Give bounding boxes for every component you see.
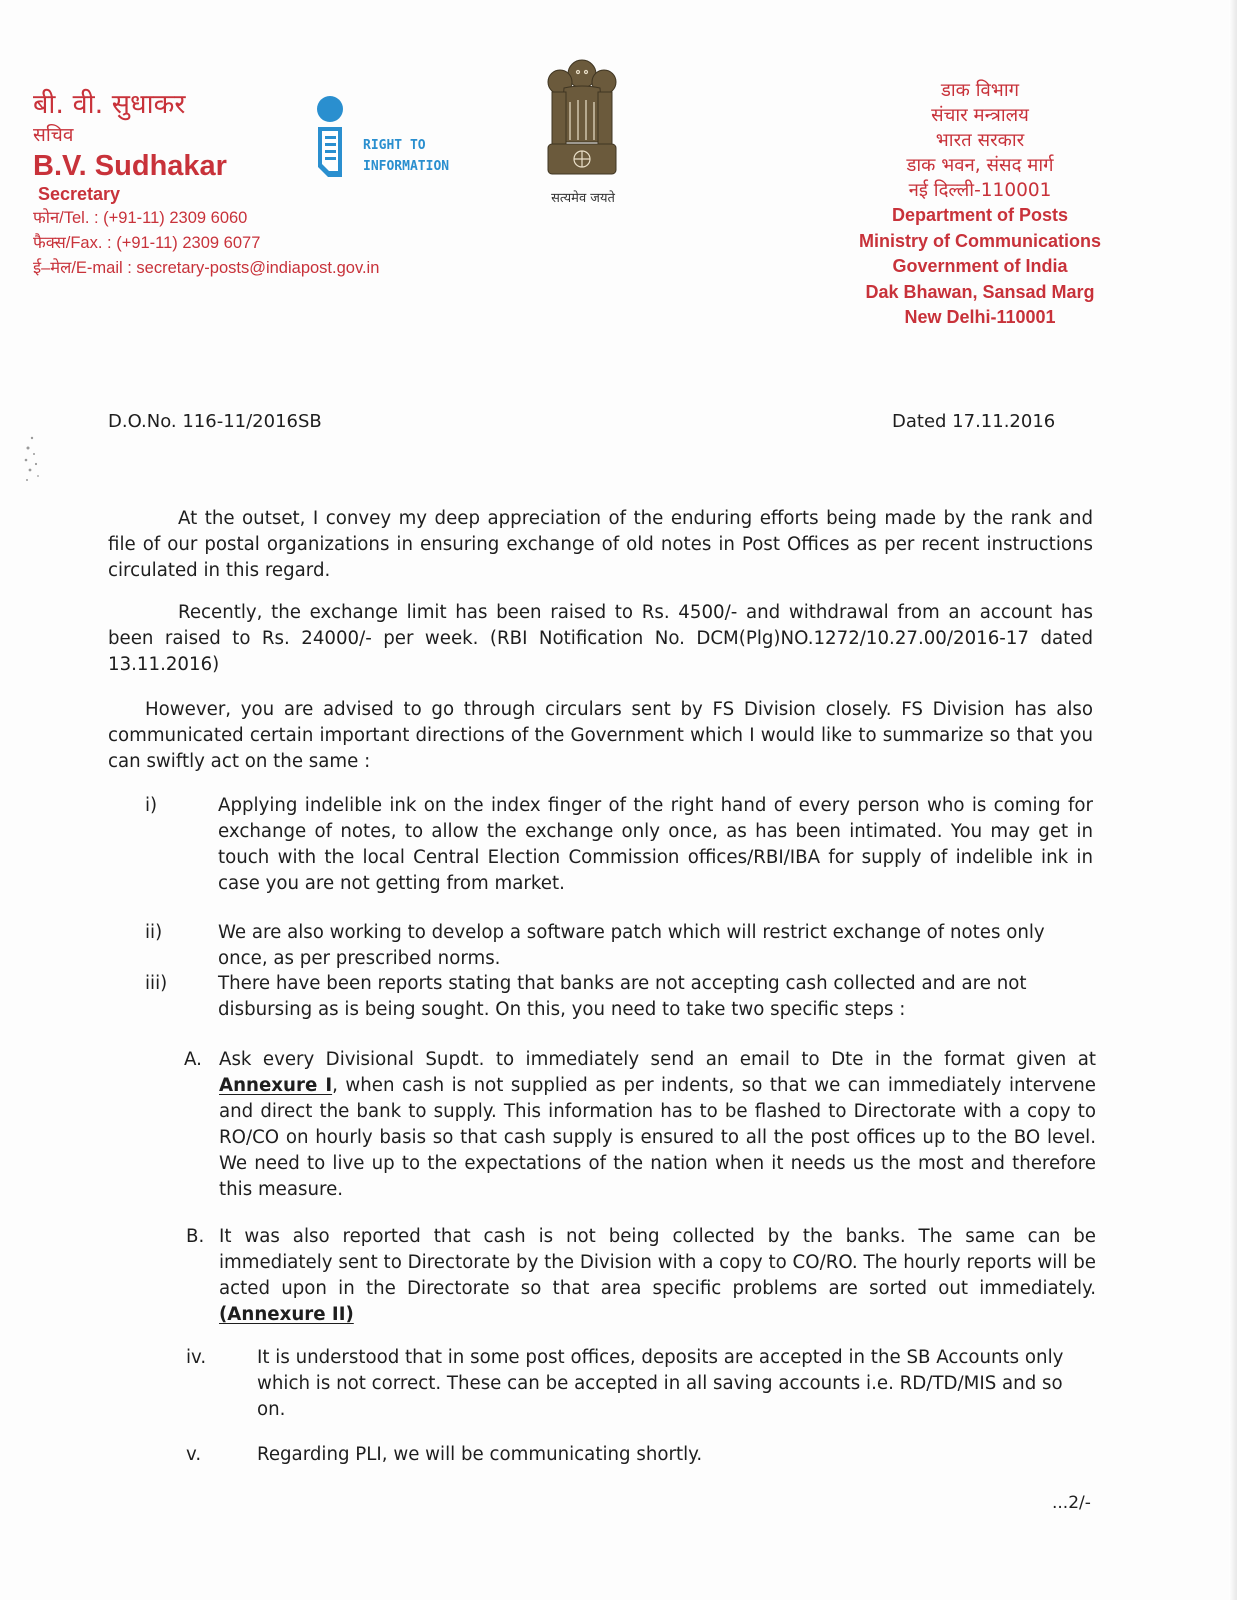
sender-title-hindi: सचिव — [33, 124, 74, 146]
paragraph-2-text: Recently, the exchange limit has been raised to Rs. 4500/- and withdrawal from an account has been raised to Rs. 24000/- per week. (RBI Notification No. DCM(Plg)NO.1272/10.27.00/2016-17 dated 13.11.2016) — [108, 602, 1093, 675]
rti-label-line2: INFORMATION — [363, 159, 450, 174]
do-number: D.O.No. 116-11/2016SB — [108, 411, 322, 432]
rti-label-line1: RIGHT TO — [363, 138, 426, 153]
sender-fax: फैक्स/Fax. : (+91-11) 2309 6077 — [33, 234, 261, 252]
list-item-number: i) — [145, 795, 158, 816]
paragraph-3-text: However, you are advised to go through circulars sent by FS Division closely. FS Division has also communicated certain important directions of the Government which I would like to summarize so that you can swiftly act on the same : — [108, 699, 1093, 772]
list-item-text: We are also working to develop a software patch which will restrict exchange of notes only once, as per prescribed norms. — [218, 922, 1045, 969]
sub-item-text — [219, 1047, 1096, 1203]
rti-logo — [316, 95, 466, 185]
dept-hindi-line-1: डाक विभाग — [940, 80, 1020, 101]
annexure-i-link[interactable]: Annexure I — [219, 1075, 333, 1096]
list-item-number: v. — [186, 1444, 202, 1465]
dept-hindi-line-4: डाक भवन, संसद मार्ग — [906, 155, 1054, 176]
rti-label — [363, 135, 449, 177]
sub-item-letter: A. — [184, 1049, 202, 1070]
sender-title-english: Secretary — [38, 184, 121, 204]
dept-english-line-3: Government of India — [892, 256, 1068, 276]
dept-hindi-line-2: संचार मन्त्रालय — [931, 105, 1029, 126]
dept-hindi-line-3: भारत सरकार — [935, 130, 1025, 151]
annexure-ii-link[interactable]: (Annexure II) — [219, 1304, 354, 1325]
sub-item-text-pre: Ask every Divisional Supdt. to immediately send an email to Dte in the format given at — [219, 1049, 1096, 1070]
page-continuation-marker: ...2/- — [1052, 1493, 1091, 1513]
department-block — [830, 78, 1130, 331]
paragraph-1 — [108, 506, 1093, 584]
dept-english-line-2: Ministry of Communications — [858, 230, 1101, 251]
right-to-information-icon — [316, 95, 364, 185]
dept-hindi-line-5: नई दिल्ली-110001 — [908, 180, 1052, 201]
list-item-number: iv. — [186, 1347, 207, 1368]
list-item-number: ii) — [145, 922, 163, 943]
list-item-text: Applying indelible ink on the index finger of the right hand of every person who is coming for exchange of notes, to allow the exchange only once, as has been intimated. You may get in touch with the local Central Election Commission offices/RBI/IBA for supply of indelible ink in case you are not getting from market. — [218, 795, 1093, 894]
sender-name-english: B.V. Sudhakar — [33, 150, 227, 182]
sender-phone: फोन/Tel. : (+91-11) 2309 6060 — [33, 209, 248, 227]
page-edge — [1229, 0, 1237, 1600]
list-item-text: It is understood that in some post offices, deposits are accepted in the SB Accounts only which is not correct. These can be accepted in all saving accounts i.e. RD/TD/MIS and so on. — [257, 1347, 1064, 1420]
paragraph-3 — [108, 697, 1093, 775]
dept-english-line-5: New Delhi-110001 — [904, 307, 1056, 327]
dept-english-line-4: Dak Bhawan, Sansad Marg — [865, 281, 1095, 302]
sub-item-text-pre: It was also reported that cash is not being collected by the banks. The same can be immediately sent to Directorate by the Division with a copy to CO/RO. The hourly reports will be acted upon in the Directorate so that area specific problems are sorted out immediately. — [219, 1226, 1096, 1299]
paragraph-2 — [108, 600, 1093, 678]
emblem-motto: सत्यमेव जयते — [551, 191, 615, 206]
list-item-number: iii) — [145, 973, 168, 994]
letter-date: Dated 17.11.2016 — [892, 411, 1056, 432]
paragraph-1-text: At the outset, I convey my deep appreciation of the enduring efforts being made by the rank and file of our postal organizations in ensuring exchange of old notes in Post Offices as per recent instructions circulated in this regard. — [108, 508, 1093, 581]
sub-item-text — [219, 1224, 1096, 1328]
list-item-text: There have been reports stating that banks are not accepting cash collected and are not disbursing as is being sought. On this, you need to take two specific steps : — [218, 973, 1027, 1020]
dept-english-line-1: Department of Posts — [891, 205, 1069, 225]
scan-speck-icon — [18, 430, 44, 490]
list-item-text: Regarding PLI, we will be communicating shortly. — [257, 1444, 703, 1465]
sub-item-letter: B. — [186, 1226, 205, 1247]
sender-email: ई–मेल/E-mail : secretary-posts@indiapost.gov.in — [33, 259, 380, 277]
sub-item-text-post: , when cash is not supplied as per indents, so that we can immediately intervene and direct the bank to supply. This information has to be flashed to Directorate with a copy to RO/CO on hourly basis so that cash supply is ensured to all the post offices up to the BO level. We need to live up to the expectations of the nation when it needs us the most and therefore this measure. — [219, 1075, 1096, 1200]
sender-name-hindi: बी. वी. सुधाकर — [33, 89, 186, 120]
